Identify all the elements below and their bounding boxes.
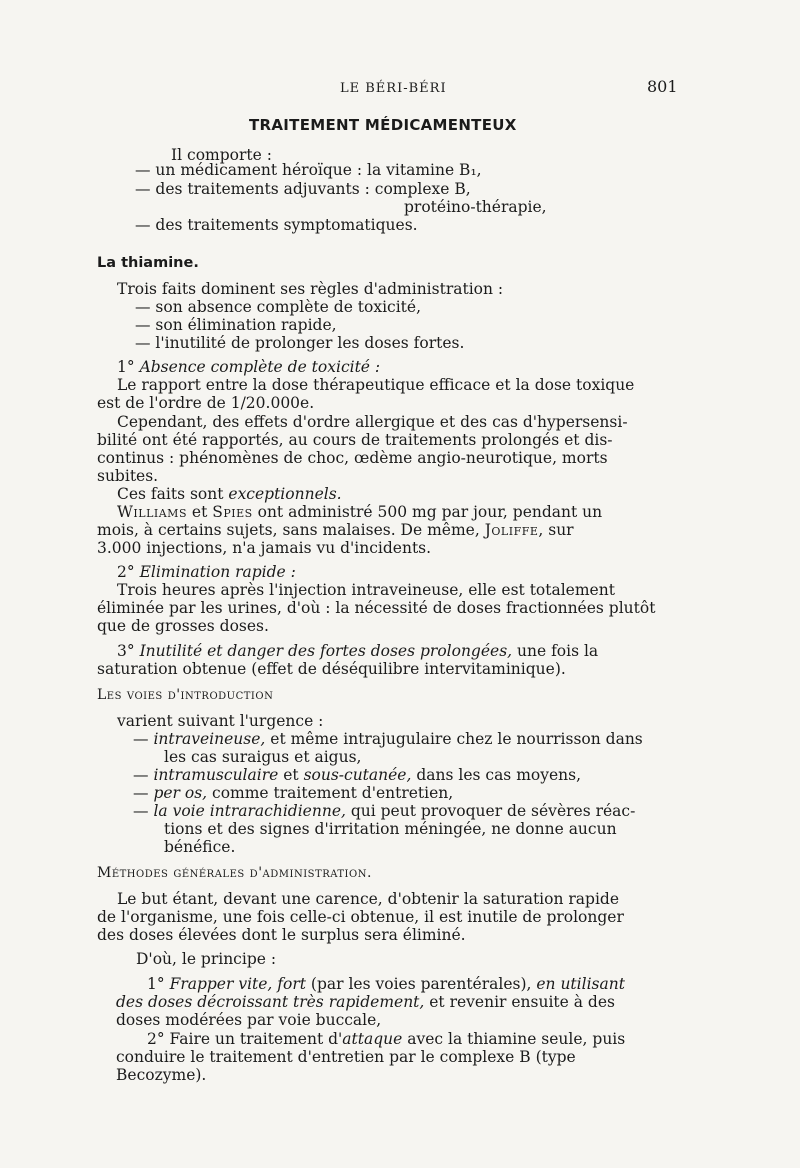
voies-item-4-line-3: bénéfice. xyxy=(164,838,236,856)
point-1-p2-line-2: bilité ont été rapportés, au cours de traitements prolongés et dis- xyxy=(97,431,613,449)
point-2-title: Elimination rapide : xyxy=(139,563,296,581)
methodes-line-1: Le but étant, devant une carence, d'obtenir la saturation rapide xyxy=(117,890,620,908)
thiamine-heading: La thiamine. xyxy=(97,255,199,271)
point-1-number: 1° xyxy=(117,358,135,376)
thiamine-lead: Trois faits dominent ses règles d'administration : xyxy=(117,280,504,298)
point-2-number: 2° xyxy=(117,563,135,581)
methodes-line-2: de l'organisme, une fois celle-ci obtenue, il est inutile de prolonger xyxy=(97,908,624,926)
point-1-p2-line-4: subites. xyxy=(97,467,159,485)
methodes-heading: Méthodes générales d'administration. xyxy=(97,865,372,881)
page-number: 801 xyxy=(647,77,678,96)
point-1-p2-line-1: Cependant, des effets d'ordre allergique et des cas d'hypersensi- xyxy=(117,413,628,431)
thiamine-fact-1: — son absence complète de toxicité, xyxy=(135,298,422,316)
rule-1-number: 1° xyxy=(147,975,165,993)
author-williams: Williams xyxy=(117,503,187,521)
point-2-line-2: éliminée par les urines, d'où : la nécessité de doses fractionnées plutôt xyxy=(97,599,656,617)
thiamine-fact-2: — son élimination rapide, xyxy=(135,316,337,334)
voies-item-1: — intraveineuse, et même intrajugulaire chez le nourrisson dans xyxy=(133,730,643,748)
intro-item-3: — des traitements symptomatiques. xyxy=(135,216,418,234)
point-1-p1-line-1: Le rapport entre la dose thérapeutique efficace et la dose toxique xyxy=(117,376,635,394)
point-1-p3: Ces faits sont exceptionnels. xyxy=(117,485,342,503)
rule-2-number: 2° xyxy=(147,1030,165,1048)
methodes-principle: D'où, le principe : xyxy=(136,950,277,968)
point-2-line-1: Trois heures après l'injection intraveineuse, elle est totalement xyxy=(117,581,615,599)
point-1-p4-line-1: Williams et Spies ont administré 500 mg par jour, pendant un xyxy=(117,503,603,521)
voies-item-2: — intramusculaire et sous-cutanée, dans les cas moyens, xyxy=(133,766,582,784)
voies-lead: varient suivant l'urgence : xyxy=(117,712,324,730)
section-title: TRAITEMENT MÉDICAMENTEUX xyxy=(249,116,517,134)
point-3-number: 3° xyxy=(117,642,135,660)
rule-1-line-1: 1° Frapper vite, fort (par les voies parentérales), en utilisant xyxy=(147,975,625,993)
point-1-p4-line-2: mois, à certains sujets, sans malaises. De même, Joliffe, sur xyxy=(97,521,574,539)
rule-1-line-3: doses modérées par voie buccale, xyxy=(116,1011,382,1029)
point-1-p2-line-3: continus : phénomènes de choc, œdème angio-neurotique, morts xyxy=(97,449,608,467)
voies-item-1-line-2: les cas suraigus et aigus, xyxy=(164,748,362,766)
intro-lead: Il comporte : xyxy=(171,146,272,164)
point-1-p4-line-3: 3.000 injections, n'a jamais vu d'incidents. xyxy=(97,539,432,557)
voies-item-3: — per os, comme traitement d'entretien, xyxy=(133,784,454,802)
voies-heading: Les voies d'introduction xyxy=(97,687,274,703)
point-3-line-1: 3° Inutilité et danger des fortes doses prolongées, une fois la xyxy=(117,642,599,660)
author-spies: Spies xyxy=(212,503,253,521)
point-1-heading xyxy=(117,358,380,376)
intro-item-2: — des traitements adjuvants : complexe B, xyxy=(135,180,471,198)
point-2-heading xyxy=(117,563,296,581)
rule-2-line-3: Becozyme). xyxy=(116,1066,207,1084)
point-1-title: Absence complète de toxicité : xyxy=(139,358,381,376)
voies-item-4-line-2: tions et des signes d'irritation méningée, ne donne aucun xyxy=(164,820,617,838)
voies-item-4: — la voie intrarachidienne, qui peut provoquer de sévères réac- xyxy=(133,802,636,820)
point-2-line-3: que de grosses doses. xyxy=(97,617,269,635)
intro-item-2b: protéino-thérapie, xyxy=(404,198,547,216)
running-header-title: LE BÉRI-BÉRI xyxy=(340,81,447,96)
point-3-line-2: saturation obtenue (effet de déséquilibre intervitaminique). xyxy=(97,660,566,678)
thiamine-fact-3: — l'inutilité de prolonger les doses fortes. xyxy=(135,334,465,352)
rule-2-line-2: conduire le traitement d'entretien par le complexe B (type xyxy=(116,1048,576,1066)
point-1-p1-line-2: est de l'ordre de 1/20.000e. xyxy=(97,394,315,412)
rule-1-line-2: des doses décroissant très rapidement, et revenir ensuite à des xyxy=(116,993,615,1011)
author-joliffe: Joliffe xyxy=(484,521,539,539)
point-3-title: Inutilité et danger des fortes doses prolongées, xyxy=(139,642,513,660)
rule-2-line-1: 2° Faire un traitement d'attaque avec la thiamine seule, puis xyxy=(147,1030,626,1048)
intro-item-1: — un médicament héroïque : la vitamine B₁, xyxy=(135,161,482,179)
methodes-line-3: des doses élevées dont le surplus sera éliminé. xyxy=(97,926,466,944)
